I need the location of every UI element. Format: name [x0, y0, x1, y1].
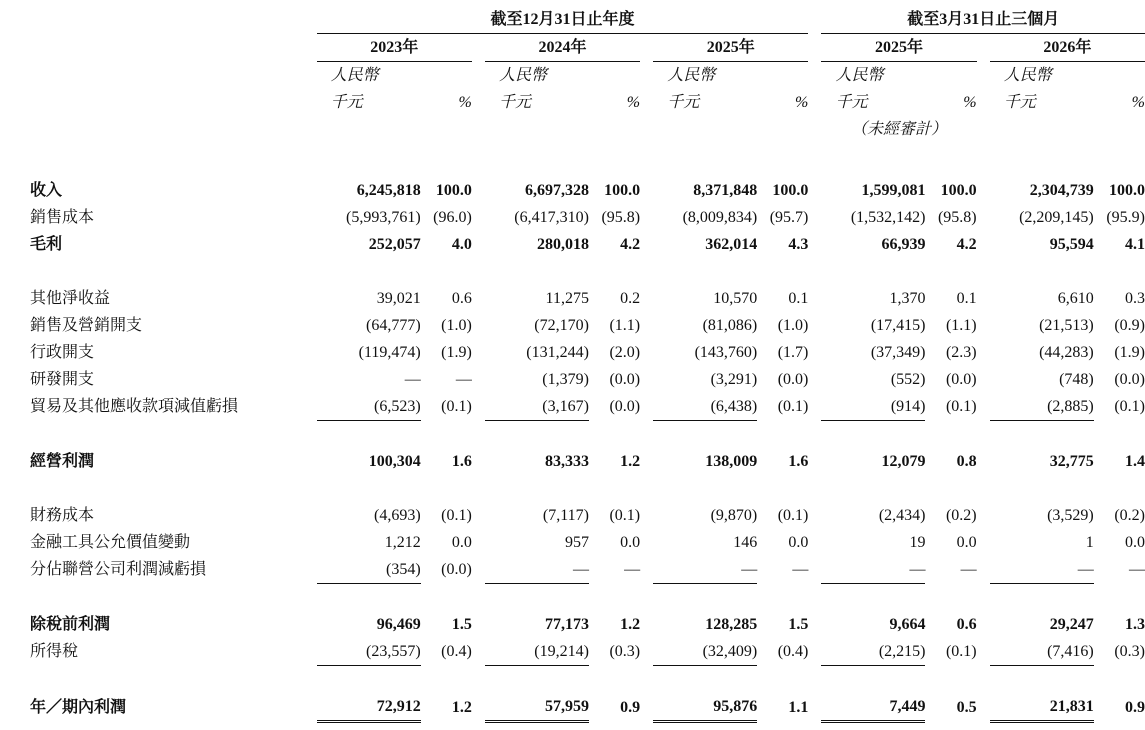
percent-cell: 100.0: [604, 182, 641, 199]
amount-cell: (3,167): [485, 393, 589, 421]
statement-row: [30, 339, 1145, 366]
amount-cell: (7,117): [542, 507, 589, 524]
statement-row: [30, 502, 1145, 529]
fy-group-header: 截至12月31日止年度: [317, 6, 809, 34]
amount-cell: 95,876: [653, 693, 757, 722]
statement-row: [30, 204, 1145, 231]
statement-row: [30, 366, 1145, 393]
row-label: 金融工具公允價值變動: [30, 534, 191, 551]
percent-cell: (95.9): [1106, 209, 1145, 226]
percent-cell: (1.9): [441, 344, 472, 361]
amount-cell: (119,474): [358, 344, 421, 361]
percent-cell: (1.7): [777, 344, 809, 361]
amount-cell: (131,244): [526, 344, 589, 361]
amount-cell: 7,449: [821, 693, 925, 722]
pct-label: %: [795, 94, 809, 111]
amount-cell: (21,513): [1039, 317, 1094, 334]
amount-cell: (44,283): [1039, 344, 1094, 361]
unit-label: 千元: [835, 94, 868, 111]
currency-label: 人民幣: [498, 67, 547, 84]
percent-cell: (0.4): [777, 643, 809, 661]
unaudited-label: （未經審計）: [851, 121, 948, 138]
amount-cell: 957: [564, 534, 589, 551]
unit-label: 千元: [667, 94, 700, 111]
amount-cell: 9,664: [889, 616, 926, 633]
percent-cell: 100.0: [772, 182, 809, 199]
percent-cell: 0.2: [620, 290, 641, 307]
statement-row: [30, 529, 1145, 556]
pct-label: %: [1131, 94, 1145, 111]
statement-row: [30, 231, 1145, 258]
amount-cell: 39,021: [376, 290, 421, 307]
unaudited-row: [30, 116, 1145, 143]
row-label: 年／期內利潤: [30, 698, 127, 716]
percent-cell: —: [960, 561, 977, 579]
percent-cell: (0.3): [1114, 643, 1145, 661]
unit-row: [30, 89, 1145, 116]
amount-cell: (2,215): [821, 638, 925, 666]
percent-cell: (95.7): [769, 209, 809, 226]
amount-cell: 138,009: [705, 453, 758, 470]
percent-cell: 4.2: [620, 236, 641, 253]
amount-cell: 21,831: [990, 693, 1094, 722]
amount-cell: (32,409): [653, 638, 757, 666]
amount-cell: 32,775: [1049, 453, 1094, 470]
row-label: 分佔聯營公司利潤減虧損: [30, 561, 207, 579]
amount-cell: 77,173: [544, 616, 589, 633]
percent-cell: 1.4: [1125, 453, 1145, 470]
amount-cell: (19,214): [485, 638, 589, 666]
amount-cell: 2,304,739: [1029, 182, 1094, 199]
amount-cell: 95,594: [1049, 236, 1094, 253]
percent-cell: —: [792, 561, 809, 579]
percent-cell: 0.0: [451, 534, 472, 551]
row-label: 所得稅: [30, 643, 79, 661]
amount-cell: 1: [1085, 534, 1094, 551]
amount-cell: 19: [909, 534, 926, 551]
percent-cell: 0.0: [788, 534, 809, 551]
amount-cell: 11,275: [545, 290, 589, 307]
year-header: 2026年: [990, 34, 1145, 62]
percent-cell: (0.1): [441, 398, 472, 416]
amount-cell: —: [821, 556, 925, 584]
row-label: 行政開支: [30, 344, 95, 361]
percent-cell: —: [1129, 561, 1145, 579]
amount-cell: 96,469: [376, 616, 421, 633]
statement-row: [30, 693, 1145, 722]
amount-cell: —: [653, 556, 757, 584]
percent-cell: 1.5: [788, 616, 809, 633]
unit-label: 千元: [1003, 94, 1036, 111]
year-header-row: [30, 34, 1145, 62]
percent-cell: (0.1): [945, 398, 977, 416]
percent-cell: 0.9: [620, 698, 641, 716]
amount-cell: (3,291): [710, 371, 758, 388]
year-header: 2024年: [485, 34, 640, 62]
percent-cell: (1.0): [441, 317, 472, 334]
pct-label: %: [626, 94, 641, 111]
amount-cell: 1,212: [384, 534, 421, 551]
amount-cell: (143,760): [694, 344, 758, 361]
amount-cell: 1,370: [889, 290, 926, 307]
percent-cell: 1.2: [620, 453, 641, 470]
percent-cell: (0.1): [945, 643, 977, 661]
row-label: 經營利潤: [30, 453, 95, 470]
unit-label: 千元: [330, 94, 363, 111]
percent-cell: (95.8): [601, 209, 641, 226]
percent-cell: 0.8: [956, 453, 977, 470]
percent-cell: (2.3): [945, 344, 977, 361]
percent-cell: 1.3: [1125, 616, 1145, 633]
percent-cell: 0.3: [1125, 290, 1145, 307]
percent-cell: 0.6: [451, 290, 472, 307]
amount-cell: —: [485, 556, 589, 584]
amount-cell: 12,079: [881, 453, 926, 470]
amount-cell: 66,939: [881, 236, 926, 253]
statement-row: [30, 611, 1145, 638]
percent-cell: 1.2: [620, 616, 641, 633]
amount-cell: 10,570: [713, 290, 758, 307]
unit-label: 千元: [498, 94, 531, 111]
amount-cell: 6,697,328: [524, 182, 589, 199]
percent-cell: (1.1): [945, 317, 977, 334]
currency-label: 人民幣: [330, 67, 379, 84]
amount-cell: 29,247: [1049, 616, 1094, 633]
amount-cell: 280,018: [536, 236, 589, 253]
percent-cell: 1.1: [788, 698, 809, 716]
statement-row: [30, 285, 1145, 312]
percent-cell: (0.4): [441, 643, 472, 661]
percent-cell: (0.0): [1114, 371, 1145, 388]
statement-row: [30, 312, 1145, 339]
percent-cell: (1.0): [777, 317, 809, 334]
amount-cell: (72,170): [534, 317, 589, 334]
amount-cell: (354): [317, 556, 421, 584]
percent-cell: (1.1): [609, 317, 641, 334]
percent-cell: 0.0: [620, 534, 641, 551]
percent-cell: 0.0: [956, 534, 977, 551]
amount-cell: 72,912: [317, 693, 421, 722]
year-header: 2023年: [317, 34, 472, 62]
percent-cell: 4.3: [788, 236, 809, 253]
statement-row: [30, 177, 1145, 204]
amount-cell: 57,959: [485, 693, 589, 722]
percent-cell: 100.0: [1109, 182, 1145, 199]
statement-row: [30, 556, 1145, 584]
amount-cell: 6,245,818: [356, 182, 421, 199]
row-label: 銷售成本: [30, 209, 95, 226]
percent-cell: —: [455, 371, 472, 388]
amount-cell: (6,417,310): [514, 209, 589, 226]
amount-cell: (2,434): [878, 507, 926, 524]
amount-cell: 100,304: [368, 453, 421, 470]
percent-cell: (2.0): [609, 344, 641, 361]
income-statement-table: [30, 6, 1145, 723]
percent-cell: 0.5: [956, 698, 977, 716]
amount-cell: (81,086): [702, 317, 758, 334]
amount-cell: (17,415): [870, 317, 926, 334]
statement-row: [30, 393, 1145, 421]
amount-cell: 362,014: [705, 236, 758, 253]
amount-cell: 8,371,848: [693, 182, 758, 199]
statement-row: [30, 638, 1145, 666]
currency-label: 人民幣: [835, 67, 884, 84]
percent-cell: (0.9): [1114, 317, 1145, 334]
pct-label: %: [963, 94, 977, 111]
amount-cell: (5,993,761): [346, 209, 421, 226]
year-header: 2025年: [821, 34, 976, 62]
percent-cell: (0.0): [609, 371, 641, 388]
amount-cell: (2,209,145): [1019, 209, 1094, 226]
amount-cell: (37,349): [870, 344, 926, 361]
amount-cell: 83,333: [544, 453, 589, 470]
amount-cell: 128,285: [705, 616, 758, 633]
amount-cell: 1,599,081: [861, 182, 926, 199]
percent-cell: (0.3): [609, 643, 641, 661]
amount-cell: —: [990, 556, 1094, 584]
percent-cell: (0.0): [609, 398, 641, 416]
percent-cell: 100.0: [940, 182, 977, 199]
percent-cell: 1.5: [451, 616, 472, 633]
amount-cell: (7,416): [990, 638, 1094, 666]
percent-cell: —: [624, 561, 641, 579]
percent-cell: (0.2): [1114, 507, 1145, 524]
currency-label: 人民幣: [667, 67, 716, 84]
amount-cell: (914): [821, 393, 925, 421]
percent-cell: (0.1): [777, 398, 809, 416]
row-label: 銷售及營銷開支: [30, 317, 143, 334]
amount-cell: (8,009,834): [682, 209, 758, 226]
percent-cell: 4.1: [1125, 236, 1145, 253]
percent-cell: 1.6: [451, 453, 472, 470]
percent-cell: (0.1): [777, 507, 809, 524]
row-label: 除稅前利潤: [30, 616, 111, 633]
percent-cell: (0.0): [441, 561, 472, 579]
percent-cell: (1.9): [1114, 344, 1145, 361]
year-header: 2025年: [653, 34, 808, 62]
percent-cell: (0.2): [945, 507, 977, 524]
percent-cell: (0.1): [1114, 398, 1145, 416]
percent-cell: (0.0): [945, 371, 977, 388]
percent-cell: 0.1: [788, 290, 809, 307]
percent-cell: 0.6: [956, 616, 977, 633]
row-label: 收入: [30, 182, 63, 199]
amount-cell: (64,777): [366, 317, 421, 334]
row-label: 其他淨收益: [30, 290, 111, 307]
percent-cell: 0.9: [1125, 698, 1145, 716]
currency-row: [30, 62, 1145, 90]
amount-cell: 252,057: [368, 236, 421, 253]
percent-cell: 100.0: [435, 182, 472, 199]
amount-cell: 6,610: [1057, 290, 1094, 307]
row-label: 研發開支: [30, 371, 95, 388]
amount-cell: (6,438): [653, 393, 757, 421]
amount-cell: —: [404, 371, 421, 388]
percent-cell: 0.0: [1125, 534, 1145, 551]
percent-cell: (0.1): [441, 507, 472, 524]
statement-row: [30, 448, 1145, 475]
amount-cell: (4,693): [374, 507, 421, 524]
percent-cell: (0.0): [777, 371, 809, 388]
percent-cell: 1.2: [451, 698, 472, 716]
amount-cell: (748): [1059, 371, 1094, 388]
percent-cell: (0.1): [609, 507, 641, 524]
row-label: 貿易及其他應收款項減值虧損: [30, 398, 239, 416]
amount-cell: 146: [733, 534, 758, 551]
pct-label: %: [458, 94, 472, 111]
group-header-row: [30, 6, 1145, 34]
row-label: 毛利: [30, 236, 63, 253]
currency-label: 人民幣: [1003, 67, 1052, 84]
quarter-group-header: 截至3月31日止三個月: [821, 6, 1145, 34]
percent-cell: 4.2: [956, 236, 977, 253]
percent-cell: (95.8): [937, 209, 977, 226]
percent-cell: 1.6: [788, 453, 809, 470]
amount-cell: (6,523): [317, 393, 421, 421]
percent-cell: 0.1: [956, 290, 977, 307]
amount-cell: (23,557): [317, 638, 421, 666]
amount-cell: (1,379): [542, 371, 589, 388]
percent-cell: 4.0: [451, 236, 472, 253]
amount-cell: (552): [890, 371, 926, 388]
amount-cell: (2,885): [990, 393, 1094, 421]
amount-cell: (1,532,142): [850, 209, 926, 226]
percent-cell: (96.0): [433, 209, 472, 226]
amount-cell: (9,870): [710, 507, 758, 524]
row-label: 財務成本: [30, 507, 95, 524]
amount-cell: (3,529): [1047, 507, 1094, 524]
